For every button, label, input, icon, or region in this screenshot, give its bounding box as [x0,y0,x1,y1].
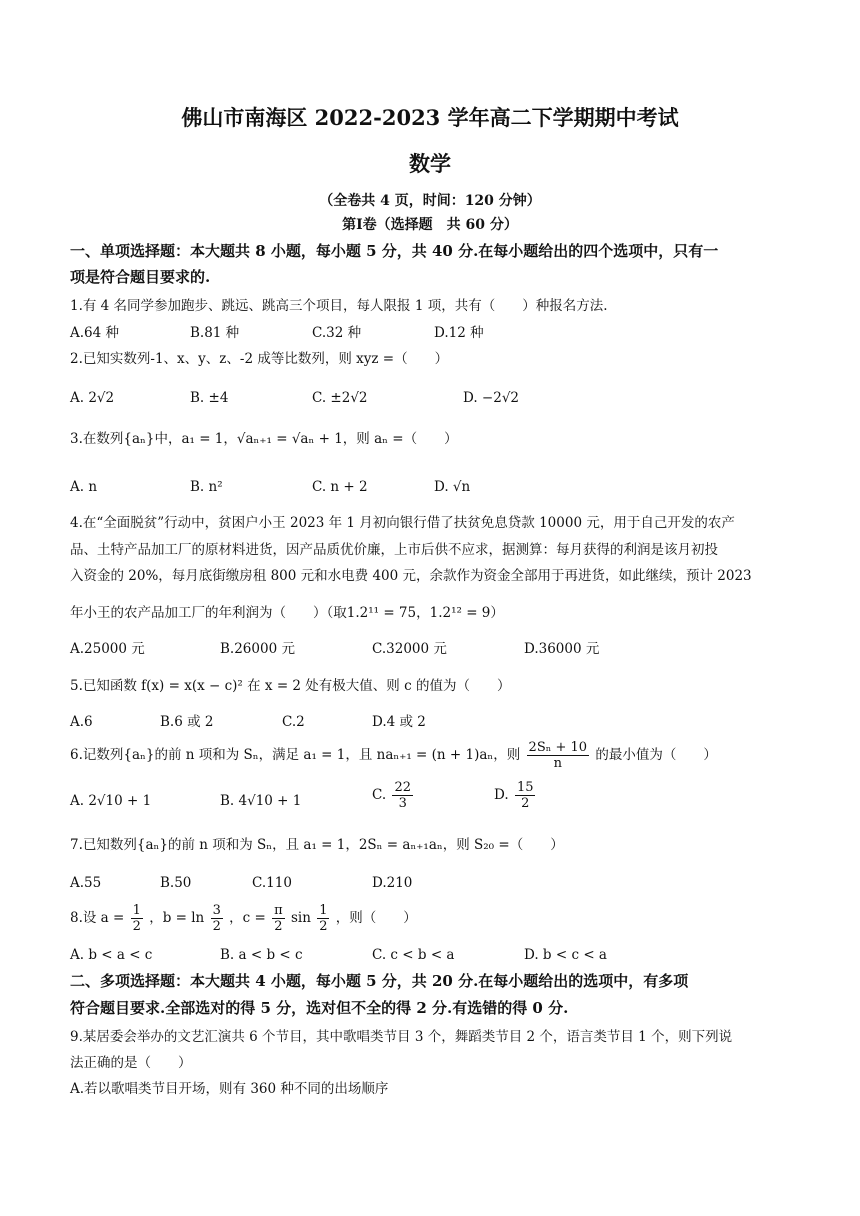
part-heading: 第Ⅰ卷（选择题 共 60 分） [342,217,518,233]
q1-option-a: A.64 种 [70,325,120,341]
q8-a-den: 2 [132,919,141,934]
q6-stem-b: 的最小值为（ ） [595,747,717,763]
q8-a-num: 1 [132,903,141,918]
q6-option-c [372,780,415,811]
section1-heading: 一、单项选择题：本大题共 8 小题，每小题 5 分，共 40 分.在每小题给出的四个选项中，只有一 [70,242,719,260]
q6-fraction-num: 2Sₙ + 10 [528,740,588,755]
q8-part-1: 8.设 a = [70,910,125,926]
q3-option-a: A. n [70,479,98,495]
q3-option-c: C. n + 2 [312,479,368,495]
q2-option-a: A. 2√2 [70,390,115,406]
q8-b-num: 3 [212,903,221,918]
exam-info: （全卷共 4 页，时间：120 分钟） [319,193,541,209]
question-9-line-2: 法正确的是（ ） [70,1055,192,1071]
question-9-line-1: 9.某居委会举办的文艺汇演共 6 个节目，其中歌唱类节目 3 个，舞蹈类节目 2 个，语言类节目 1 个，则下列说 [70,1029,733,1045]
question-5: 5.已知函数 f(x) = x(x − c)² 在 x = 2 处有极大值、则 c 的值为（ ） [70,678,511,694]
q5-option-d: D.4 或 2 [372,714,426,730]
q4-option-b: B.26000 元 [220,641,295,657]
q4-option-a: A.25000 元 [70,641,145,657]
q6-option-b: B. 4√10 + 1 [220,793,302,809]
section1-heading-cont: 项是符合题目要求的. [70,268,211,286]
q8-part-3: ，c = [229,910,266,926]
q2-option-c: C. ±2√2 [312,390,368,406]
q8-option-a: A. b < a < c [70,947,153,963]
q3-option-b: B. n² [190,479,223,495]
q9-option-a: A.若以歌唱类节目开场，则有 360 种不同的出场顺序 [70,1081,389,1097]
q5-option-b: B.6 或 2 [160,714,214,730]
q6-option-d-label: D. [494,787,509,803]
q8-d-den: 2 [319,919,328,934]
q8-option-d: D. b < c < a [524,947,607,963]
question-4-line-3: 入资金的 20%，每月底街缴房租 800 元和水电费 400 元，余款作为资金全部用于再进货，如此继续，预计 2023 [70,568,752,584]
exam-title: 佛山市南海区 2022-2023 学年高二下学期期中考试 [181,105,679,130]
section2-heading: 二、多项选择题：本大题共 4 小题，每小题 5 分，共 20 分.在每小题给出的选项中，有多项 [70,972,689,990]
q1-option-d: D.12 种 [434,325,484,341]
q6-option-d [494,780,537,811]
question-4-line-2: 品、土特产品加工厂的原材料进货，因产品质优价廉，上市后供不应求，据测算：每月获得的利润是该月初投 [70,542,718,558]
question-4-line-4: 年小王的农产品加工厂的年利润为（ ）（取1.2¹¹ = 75，1.2¹² = 9） [70,605,504,621]
q6-option-d-frac [515,780,536,811]
q4-option-d: D.36000 元 [524,641,600,657]
question-1: 1.有 4 名同学参加跑步、跳远、跳高三个项目，每人限报 1 项，共有（ ）种报名方法. [70,298,608,314]
q8-c-num: π [274,903,283,918]
q1-option-b: B.81 种 [190,325,240,341]
q7-option-a: A.55 [70,875,102,891]
q6-option-d-den: 2 [521,796,530,811]
q8-part-5: ，则（ ） [335,910,417,926]
q8-part-2: ，b = ln [149,910,205,926]
q8-c-fraction [272,903,285,934]
question-8 [70,898,417,938]
q8-option-c: C. c < b < a [372,947,455,963]
q8-b-den: 2 [212,919,221,934]
q6-option-c-frac [392,780,413,811]
q6-fraction [527,740,590,771]
question-7: 7.已知数列{aₙ}的前 n 项和为 Sₙ，且 a₁ = 1，2Sₙ = aₙ₊₁aₙ，则 S₂₀ =（ ） [70,837,564,853]
q6-option-c-den: 3 [398,796,407,811]
q5-option-a: A.6 [70,714,93,730]
q1-option-c: C.32 种 [312,325,362,341]
q6-fraction-den: n [553,756,562,771]
q8-c-den: 2 [274,919,283,934]
q8-part-4: sin [290,910,311,926]
q5-option-c: C.2 [282,714,305,730]
q6-option-d-num: 15 [516,780,534,795]
q6-stem-a: 6.记数列{aₙ}的前 n 项和为 Sₙ，满足 a₁ = 1，且 naₙ₊₁ = (n + 1)aₙ，则 [70,747,521,763]
q7-option-b: B.50 [160,875,192,891]
q8-option-b: B. a < b < c [220,947,303,963]
q8-d-fraction [317,903,329,934]
q4-option-c: C.32000 元 [372,641,447,657]
question-6 [70,740,717,771]
q8-b-fraction [211,903,223,934]
q2-option-d: D. −2√2 [463,390,520,406]
q7-option-d: D.210 [372,875,413,891]
q8-a-fraction [131,903,143,934]
q6-option-c-label: C. [372,787,387,803]
q7-option-c: C.110 [252,875,292,891]
q8-d-num: 1 [319,903,328,918]
q2-option-b: B. ±4 [190,390,229,406]
question-3: 3.在数列{aₙ}中，a₁ = 1，√aₙ₊₁ = √aₙ + 1，则 aₙ =（ ） [70,431,458,447]
question-4-line-1: 4.在“全面脱贫”行动中，贫困户小王 2023 年 1 月初向银行借了扶贫免息贷款 10000 元，用于自己开发的农产 [70,515,735,531]
subject-title: 数学 [409,151,451,176]
q6-option-a: A. 2√10 + 1 [70,793,152,809]
q6-option-c-num: 22 [394,780,411,795]
q3-option-d: D. √n [434,479,471,495]
section2-heading-cont: 符合题目要求.全部选对的得 5 分，选对但不全的得 2 分.有选错的得 0 分. [70,999,569,1017]
question-2: 2.已知实数列-1、x、y、z、-2 成等比数列，则 xyz =（ ） [70,351,449,367]
